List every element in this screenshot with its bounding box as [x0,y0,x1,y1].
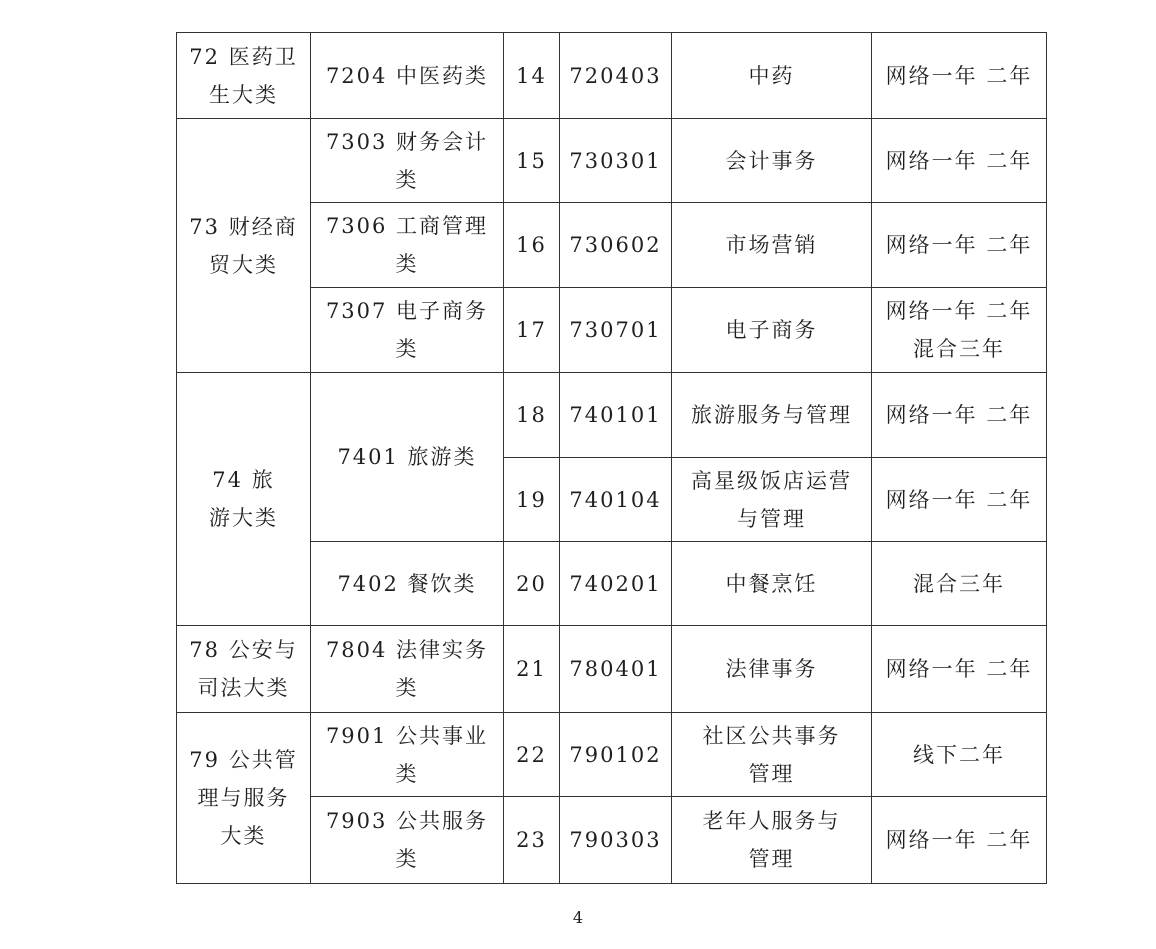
serial-number-cell: 23 [504,797,560,884]
serial-number-cell: 14 [504,33,560,119]
major-code-cell: 790102 [560,713,672,797]
major-code-cell: 740201 [560,542,672,626]
table-row [177,119,1047,203]
serial-number-cell: 21 [504,626,560,713]
page-number: 4 [572,908,584,927]
major-name-cell: 中药 [672,33,872,119]
class-cell: 7804 法律实务类 [311,626,504,713]
category-group-cell [177,119,311,373]
major-code-cell: 740104 [560,458,672,542]
category-group-cell [177,626,311,713]
category-group-cell [177,713,311,884]
major-name-cell: 老年人服务与管理 [672,797,872,884]
study-mode-cell: 线下二年 [872,713,1047,797]
major-code-cell: 790303 [560,797,672,884]
table-row [177,373,1047,458]
category-group-label: 74 旅游大类 [209,468,278,530]
study-mode-cell: 网络一年 二年 [872,33,1047,119]
category-group-cell [177,373,311,626]
study-mode-cell: 网络一年 二年 [872,373,1047,458]
serial-number-cell: 17 [504,288,560,373]
class-cell: 7402 餐饮类 [311,542,504,626]
study-mode-cell: 网络一年 二年 混合三年 [872,288,1047,373]
serial-number-cell: 20 [504,542,560,626]
class-cell: 7903 公共服务类 [311,797,504,884]
category-group-label: 73 财经商贸大类 [189,214,298,277]
study-mode-cell: 网络一年 二年 [872,203,1047,288]
major-code-cell: 780401 [560,626,672,713]
major-name-cell: 电子商务 [672,288,872,373]
class-cell: 7401 旅游类 [311,373,504,542]
major-name-cell: 社区公共事务管理 [672,713,872,797]
class-cell: 7204 中医药类 [311,33,504,119]
major-name-cell: 市场营销 [672,203,872,288]
category-group-label: 78 公安与司法大类 [189,638,298,700]
serial-number-cell: 16 [504,203,560,288]
serial-number-cell: 18 [504,373,560,458]
major-name-cell: 会计事务 [672,119,872,203]
table-row [177,626,1047,713]
class-cell: 7303 财务会计类 [311,119,504,203]
category-group-label: 79 公共管理与服务大类 [189,748,298,848]
major-name-cell: 旅游服务与管理 [672,373,872,458]
major-code-cell: 720403 [560,33,672,119]
study-mode-cell: 网络一年 二年 [872,458,1047,542]
program-table [176,32,1047,884]
major-name-cell: 法律事务 [672,626,872,713]
serial-number-cell: 15 [504,119,560,203]
major-name-cell: 高星级饭店运营与管理 [672,458,872,542]
table-row [177,713,1047,797]
category-group-label: 72 医药卫生大类 [189,44,298,107]
study-mode-cell: 网络一年 二年 [872,797,1047,884]
major-code-cell: 730701 [560,288,672,373]
major-code-cell: 740101 [560,373,672,458]
table-row [177,33,1047,119]
serial-number-cell: 19 [504,458,560,542]
class-cell: 7901 公共事业类 [311,713,504,797]
serial-number-cell: 22 [504,713,560,797]
study-mode-cell: 网络一年 二年 [872,119,1047,203]
study-mode-cell: 网络一年 二年 [872,626,1047,713]
class-cell: 7306 工商管理类 [311,203,504,288]
major-code-cell: 730602 [560,203,672,288]
category-group-cell [177,33,311,119]
class-cell: 7307 电子商务类 [311,288,504,373]
study-mode-cell: 混合三年 [872,542,1047,626]
major-name-cell: 中餐烹饪 [672,542,872,626]
major-code-cell: 730301 [560,119,672,203]
